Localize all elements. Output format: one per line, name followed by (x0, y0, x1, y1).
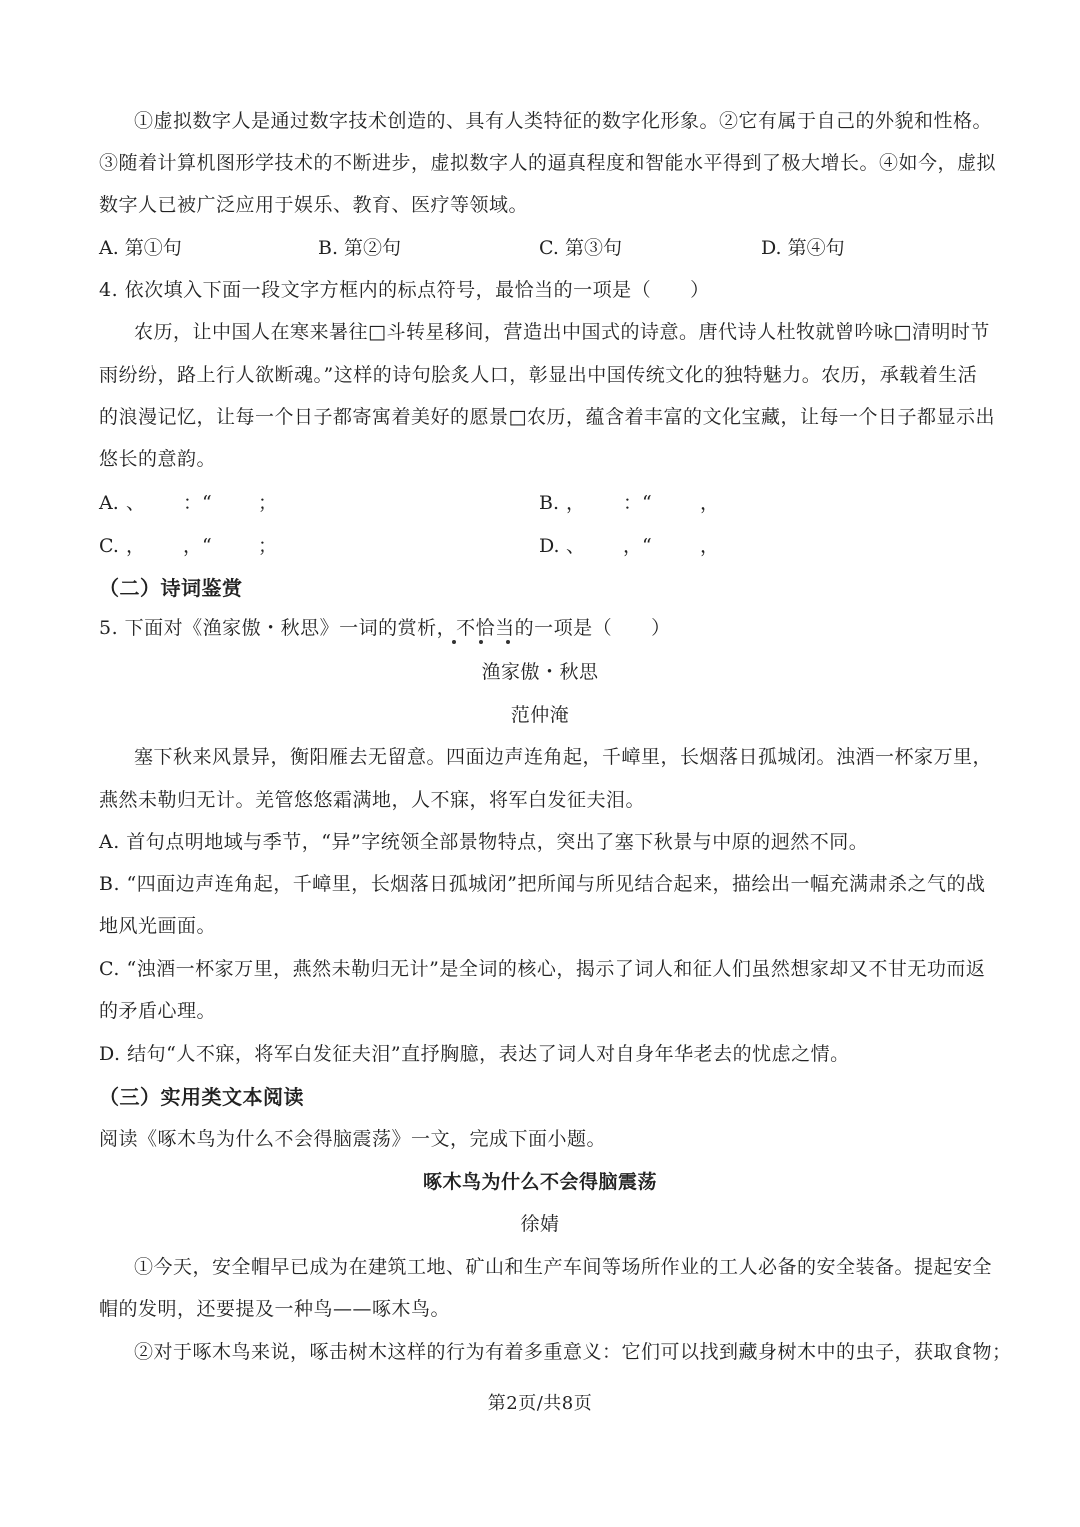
article-title: 啄木鸟为什么不会得脑震荡 (422, 1171, 657, 1193)
q4-option-a-mark-1: 、 (126, 492, 146, 514)
q3-option-a: A. 第①句 (99, 237, 182, 259)
q5-option-a: A. 首句点明地域与季节，“异”字统领全部景物特点，突出了塞下秋景与中原的迥然不同。 (99, 831, 869, 853)
poem-line-1: 塞下秋来风景异，衡阳雁去无留意。四面边声连角起，千嶂里，长烟落日孤城闭。浊酒一杯家万里， (134, 746, 993, 768)
q4-option-b-mark-2: ：“ (623, 492, 652, 514)
article-para-1-line-2: 帽的发明，还要提及一种鸟——啄木鸟。 (99, 1298, 451, 1320)
q4-option-c-mark-3: ； (258, 535, 278, 557)
q5-option-c-cont: 的矛盾心理。 (99, 1000, 217, 1022)
article-para-1-line-1: ①今天，安全帽早已成为在建筑工地、矿山和生产车间等场所作业的工人必备的安全装备。提起安全 (134, 1256, 993, 1278)
emphasis-dots (446, 640, 550, 648)
q5-option-b-cont: 地风光画面。 (99, 915, 217, 937)
q3-passage-line-3: 数字人已被广泛应用于娱乐、教育、医疗等领域。 (99, 194, 529, 216)
section3-instruction: 阅读《啄木鸟为什么不会得脑震荡》一文，完成下面小题。 (99, 1128, 607, 1150)
section-heading-practical: （三）实用类文本阅读 (99, 1085, 304, 1109)
q4-option-d-mark-3: ， (700, 535, 720, 557)
poem-author: 范仲淹 (510, 704, 570, 726)
poem-line-2: 燕然未勒归无计。羌管悠悠霜满地，人不寐，将军白发征夫泪。 (99, 789, 646, 811)
q4-option-a-label: A. (99, 492, 119, 514)
q4-passage-line-4: 悠长的意韵。 (99, 448, 217, 470)
q4-option-c-mark-2: ，“ (183, 535, 212, 557)
q3-option-d: D. 第④句 (761, 237, 845, 259)
q4-option-b-mark-1: ， (566, 492, 586, 514)
q4-stem: 4. 依次填入下面一段文字方框内的标点符号，最恰当的一项是（ ） (99, 279, 710, 301)
q4-passage-line-1: 农历，让中国人在寒来暑往□斗转星移间，营造出中国式的诗意。唐代诗人杜牧就曾吟咏□清明时节 (134, 321, 990, 343)
q4-option-d-mark-1: 、 (566, 535, 586, 557)
q3-passage-line-2: ③随着计算机图形学技术的不断进步，虚拟数字人的逼真程度和智能水平得到了极大增长。④如今，虚拟 (99, 152, 997, 174)
q3-option-b: B. 第②句 (318, 237, 402, 259)
page-number: 第2页/共8页 (487, 1393, 593, 1414)
q5-stem: 5. 下面对《渔家傲・秋思》一词的赏析，不恰当的一项是（ ） (99, 617, 671, 639)
q4-option-a-mark-3: ； (258, 492, 278, 514)
q4-option-d-label: D. (539, 535, 560, 557)
q4-passage-line-2: 雨纷纷，路上行人欲断魂。”这样的诗句脍炙人口，彰显出中国传统文化的独特魅力。农历，承载着生活 (99, 364, 978, 386)
q5-option-b: B. “四面边声连角起，千嶂里，长烟落日孤城闭”把所闻与所见结合起来，描绘出一幅充满肃杀之气的战 (99, 873, 986, 895)
q3-passage-line-1: ①虚拟数字人是通过数字技术创造的、具有人类特征的数字化形象。②它有属于自己的外貌和性格。 (134, 110, 993, 132)
article-para-2-line-1: ②对于啄木鸟来说，啄击树木这样的行为有着多重意义：它们可以找到藏身树木中的虫子，获取食物； (134, 1341, 1012, 1363)
q4-option-b-mark-3: ， (700, 492, 720, 514)
q4-option-c-mark-1: ， (126, 535, 146, 557)
q4-option-a-mark-2: ：“ (183, 492, 212, 514)
q4-option-b-label: B. (539, 492, 560, 514)
q5-option-d: D. 结句“人不寐，将军白发征夫泪”直抒胸臆，表达了词人对自身年华老去的忧虑之情。 (99, 1043, 850, 1065)
q3-option-c: C. 第③句 (539, 237, 622, 259)
poem-title: 渔家傲・秋思 (481, 661, 599, 683)
section-heading-poetry: （二）诗词鉴赏 (99, 576, 243, 600)
article-author: 徐婧 (520, 1213, 560, 1235)
q4-passage-line-3: 的浪漫记忆，让每一个日子都寄寓着美好的愿景□农历，蕴含着丰富的文化宝藏，让每一个日子都显示出 (99, 406, 995, 428)
q4-option-d-mark-2: ，“ (623, 535, 652, 557)
q5-option-c: C. “浊酒一杯家万里，燕然未勒归无计”是全词的核心，揭示了词人和征人们虽然想家却又不甘无功而返 (99, 958, 986, 980)
q4-option-c-label: C. (99, 535, 119, 557)
